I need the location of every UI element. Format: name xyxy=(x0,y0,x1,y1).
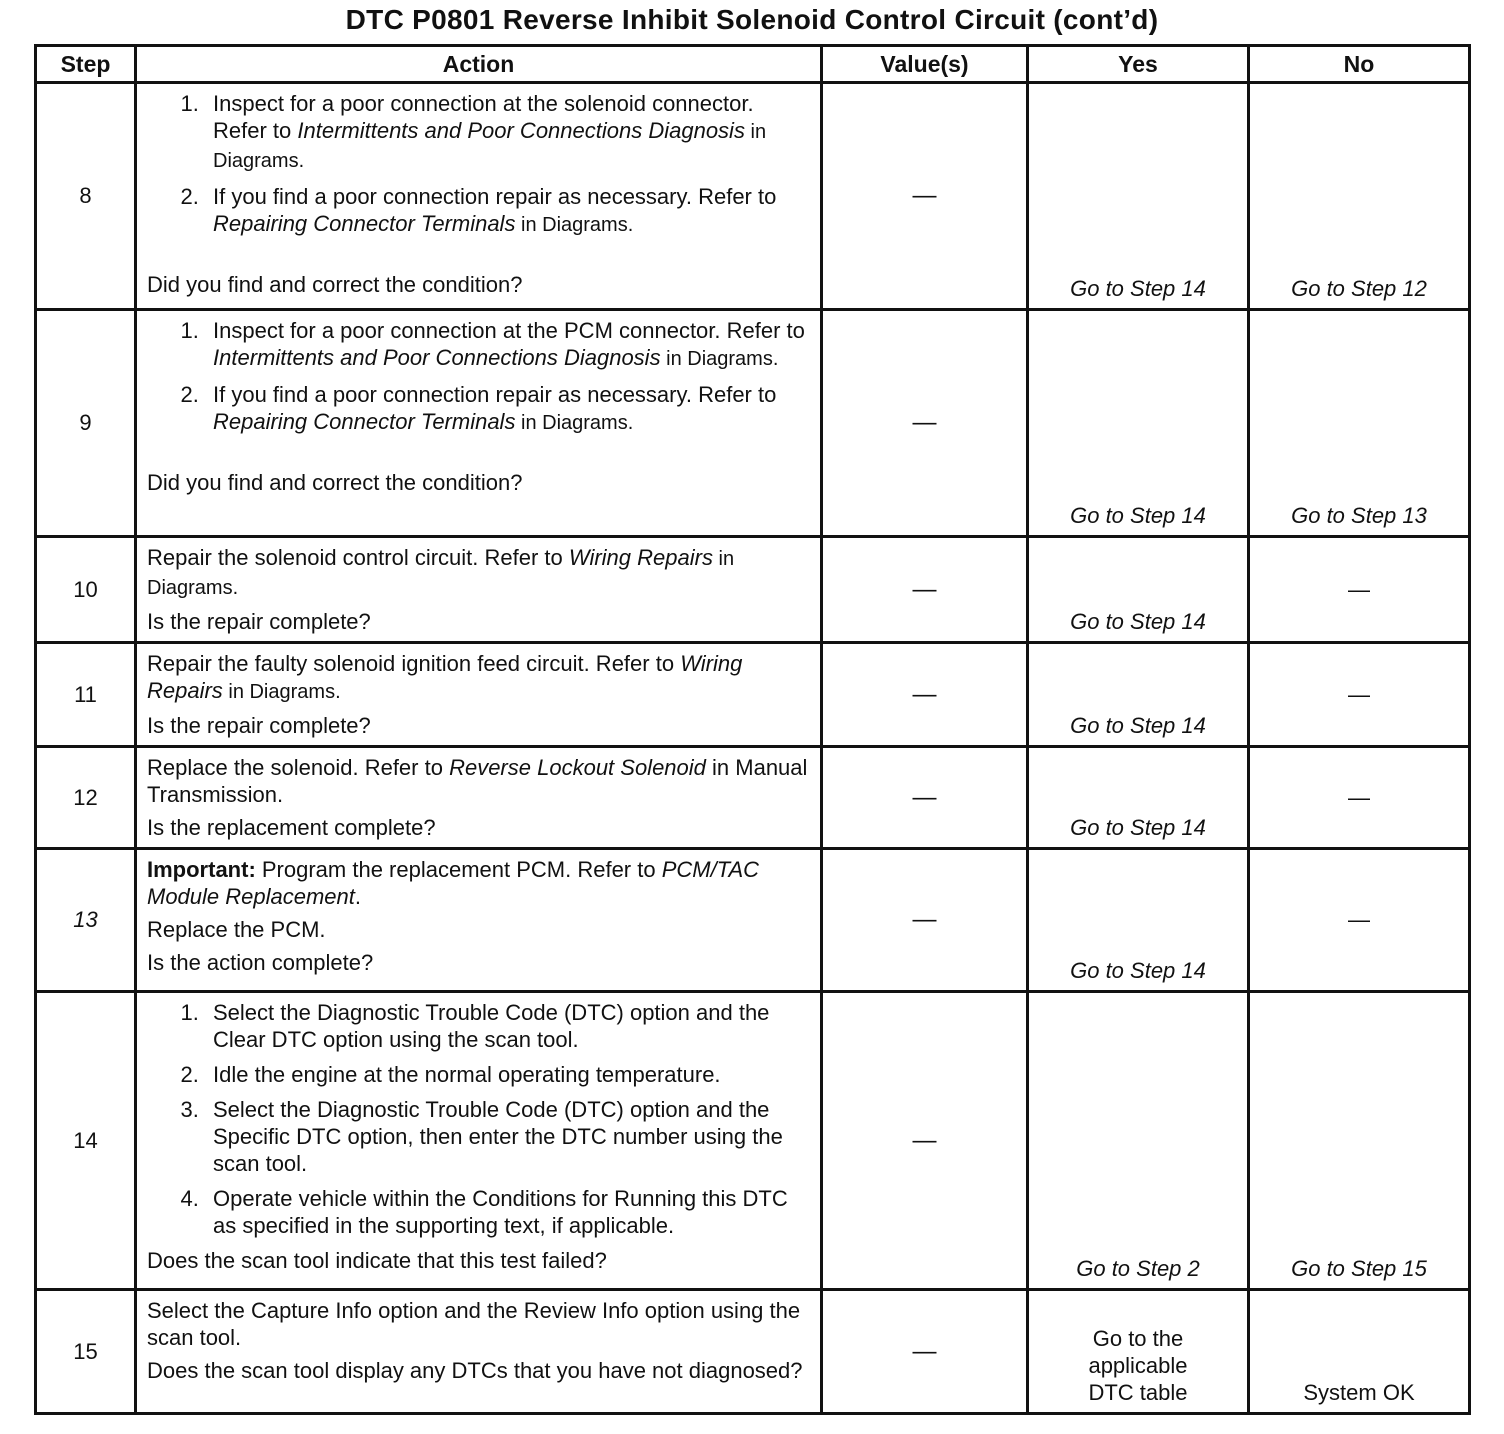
action-cell xyxy=(136,849,822,992)
no-cell: — xyxy=(1249,849,1470,992)
yes-cell: Go to the applicable DTC table xyxy=(1028,1290,1249,1414)
important-note: Important: Program the replacement PCM. Refer to PCM/TAC Module Replacement. xyxy=(147,857,760,909)
yes-cell: Go to Step 2 xyxy=(1028,992,1249,1290)
dtc-table xyxy=(34,44,1471,1415)
no-cell: Go to Step 12 xyxy=(1249,83,1470,310)
instruction-list xyxy=(147,317,810,437)
table-row xyxy=(36,849,1470,992)
list-item: 2. If you find a poor connection repair as necessary. Refer to Repairing Connector Terminals in Diagrams. xyxy=(205,183,810,239)
no-cell: — xyxy=(1249,537,1470,643)
question-text: Does the scan tool display any DTCs that you have not diagnosed? xyxy=(147,1358,803,1383)
list-item: 1. Inspect for a poor connection at the PCM connector. Refer to Intermittents and Poor Connections Diagnosis in Diagrams. xyxy=(205,317,810,373)
action-cell xyxy=(136,83,822,310)
table-row xyxy=(36,310,1470,537)
list-item: 3. Select the Diagnostic Trouble Code (DTC) option and the Specific DTC option, then enter the DTC number using the scan tool. xyxy=(205,1096,810,1177)
page-title: DTC P0801 Reverse Inhibit Solenoid Control Circuit (cont’d) xyxy=(345,4,1159,35)
yes-cell: Go to Step 14 xyxy=(1028,310,1249,537)
step-number: 10 xyxy=(36,537,136,643)
list-item: 2. Idle the engine at the normal operating temperature. xyxy=(205,1061,810,1088)
header-yes: Yes xyxy=(1028,46,1249,83)
table-row xyxy=(36,992,1470,1290)
question-text: Did you find and correct the condition? xyxy=(147,470,523,495)
value-cell: — xyxy=(822,83,1028,310)
list-item: 1. Select the Diagnostic Trouble Code (DTC) option and the Clear DTC option using the scan tool. xyxy=(205,999,810,1053)
step-number: 8 xyxy=(36,83,136,310)
header-no: No xyxy=(1249,46,1470,83)
list-item: 4. Operate vehicle within the Conditions for Running this DTC as specified in the supporting text, if applicable. xyxy=(205,1185,810,1239)
action-text: Replace the PCM. xyxy=(147,917,326,942)
action-cell xyxy=(136,1290,822,1414)
list-item: 2. If you find a poor connection repair as necessary. Refer to Repairing Connector Terminals in Diagrams. xyxy=(205,381,810,437)
question-text: Is the repair complete? xyxy=(147,609,371,634)
no-cell: — xyxy=(1249,747,1470,849)
action-cell xyxy=(136,992,822,1290)
value-cell: — xyxy=(822,992,1028,1290)
step-number: 15 xyxy=(36,1290,136,1414)
list-item: 1. Inspect for a poor connection at the solenoid connector. Refer to Intermittents and Poor Connections Diagnosis in Diagrams. xyxy=(205,90,810,175)
step-number: 14 xyxy=(36,992,136,1290)
question-text: Did you find and correct the condition? xyxy=(147,272,523,297)
instruction-list xyxy=(147,999,810,1239)
action-cell xyxy=(136,643,822,747)
table-row xyxy=(36,537,1470,643)
action-text: Select the Capture Info option and the Review Info option using the scan tool. xyxy=(147,1298,801,1350)
instruction-list xyxy=(147,90,810,239)
step-number: 12 xyxy=(36,747,136,849)
value-cell: — xyxy=(822,849,1028,992)
yes-cell: Go to Step 14 xyxy=(1028,849,1249,992)
step-number: 9 xyxy=(36,310,136,537)
table-row xyxy=(36,1290,1470,1414)
value-cell: — xyxy=(822,310,1028,537)
table-row xyxy=(36,747,1470,849)
value-cell: — xyxy=(822,1290,1028,1414)
action-text: Repair the solenoid control circuit. Refer to Wiring Repairs in Diagrams. xyxy=(147,545,735,599)
table-row xyxy=(36,643,1470,747)
header-row xyxy=(36,46,1470,83)
yes-cell: Go to Step 14 xyxy=(1028,83,1249,310)
question-text: Is the repair complete? xyxy=(147,713,371,738)
no-cell: System OK xyxy=(1249,1290,1470,1414)
action-text: Replace the solenoid. Refer to Reverse Lockout Solenoid in Manual Transmission. xyxy=(147,755,808,807)
action-cell xyxy=(136,747,822,849)
no-cell: Go to Step 15 xyxy=(1249,992,1470,1290)
header-values: Value(s) xyxy=(822,46,1028,83)
question-text: Does the scan tool indicate that this test failed? xyxy=(147,1248,607,1273)
yes-cell: Go to Step 14 xyxy=(1028,537,1249,643)
header-step: Step xyxy=(36,46,136,83)
yes-cell: Go to Step 14 xyxy=(1028,747,1249,849)
header-action: Action xyxy=(136,46,822,83)
question-text: Is the replacement complete? xyxy=(147,815,436,840)
action-cell xyxy=(136,537,822,643)
no-cell: — xyxy=(1249,643,1470,747)
question-text: Is the action complete? xyxy=(147,950,374,975)
step-number: 11 xyxy=(36,643,136,747)
value-cell: — xyxy=(822,537,1028,643)
action-cell xyxy=(136,310,822,537)
yes-cell: Go to Step 14 xyxy=(1028,643,1249,747)
action-text: Repair the faulty solenoid ignition feed circuit. Refer to Wiring Repairs in Diagrams. xyxy=(147,651,743,703)
table-row xyxy=(36,83,1470,310)
step-number: 13 xyxy=(36,849,136,992)
value-cell: — xyxy=(822,747,1028,849)
value-cell: — xyxy=(822,643,1028,747)
no-cell: Go to Step 13 xyxy=(1249,310,1470,537)
